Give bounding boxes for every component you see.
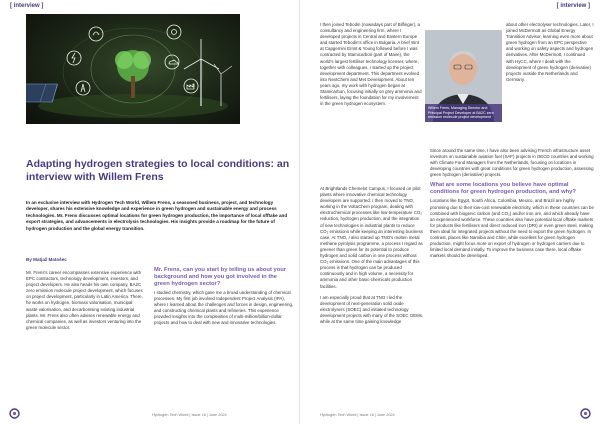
section-tag-right: [ interview ]: [556, 3, 590, 9]
mcdermott-paragraph: about other electrolyser technologies. Later, I joined McDermott as Global Energy Transition Advisor, learning even more about green hydrogen from an EPC perspective and working on safety aspects and hydrogen derivatives. After McDermott, I continued with HyCC, where I dealt with the development of green hydrogen (derivative) projects outside the Netherlands and Germany.: [506, 22, 594, 82]
career-paragraph: I then joined Tebodin (nowadays part of Bilfinger), a consultancy and engineering firm, where I developed projects in Central and Eastern Europe and started Tebodin's office in Bulgaria. A brief stint at Capgemini Ernst & Young followed before I was contracted by Stamicarbon (part of Maire), the world's largest fertiliser technology licenser, where, together with colleagues, I started up the project development department. This department evolved into NextChem and Met Development. About ten years ago, my work with hydrogen began at Stamicarbon, focusing initially on grey ammonia and fertilisers, laying the foundation for my involvement in the green hydrogen ecosystem.: [320, 22, 422, 107]
column-3-bottom: [320, 186, 424, 325]
hero-illustration: [26, 14, 240, 124]
section-tag-left: [ interview ]: [10, 3, 44, 9]
footer-left: Hydrogen Tech World | Issue 16 | June 2024: [152, 413, 227, 417]
article-byline: By Matjaž Matošec: [26, 257, 67, 262]
column-4-top: [506, 22, 594, 83]
lightbulb-icon: [89, 27, 103, 41]
column-2: [154, 267, 294, 327]
wind-turbine-icon: [184, 39, 232, 106]
hero-image: [26, 14, 240, 124]
portrait-photo: [425, 30, 502, 122]
cloud-icon: [165, 55, 179, 69]
gear-icon: [167, 25, 181, 39]
answer-2: Locations like Egypt, South Africa, Colombia, Mexico, and Brazil are highly promising due to their low-cost renewable electricity, which in these countries can be combined with biogenic carbon (and CO₂) and/or iron ore, and which already have an experienced workforce. These countries also have potential local offtake markets for products like fertilisers and direct reduced iron (DRI) or even green steel, making them ideal for integrated projects without the need to export the green hydrogen. In contrast, places like Namibia and Chile, while excellent for green hydrogen production, might focus more on export of hydrogen or hydrogen carriers due to limited local demand initially. To improve the business case there, local offtake markets should be developed.: [430, 198, 594, 259]
publisher-logo-icon: [580, 408, 591, 419]
tno-paragraph: At Brightlands Chemelot Campus, I focused on pilot plants where innovative chemical technology developers are supported. I then moved to TNO, working in the VoltaChem program, dealing with electrochemical processes like low-temperature CO₂ reduction, hydrogen production, and the integration of new technologies in industrial plants to reduce CO₂ emissions while keeping an interesting business case. At TNO, I also started up TNO's molten metal methane pyrolysis programme, a process I regard as greener than green for its potential to produce hydrogen and solid carbon in one process without CO₂ emissions. One of the main advantages of this process is that hydrogen can be produced continuously and in high volume, a necessity for ammonia and other basic-chemicals production facilities.: [320, 186, 423, 289]
footer-right: Hydrogen Tech World | Issue 16 | June 2024: [320, 413, 395, 417]
right-page: [300, 0, 600, 424]
factory-icon: [184, 79, 198, 93]
photo-caption: Willem Frens, Managing Director and Principal Project Developer at BA2C zero emission molecule project development: [425, 104, 502, 122]
soec-paragraph: I am especially proud that at TNO I led the development of next-generation solid oxide electrolysers (SOEC) and initiated technology development projects with many of the SOEC OEMs, while at the same time gaining knowledge: [320, 294, 424, 324]
green-tree-icon: [115, 50, 151, 98]
tower-icon: [76, 81, 90, 95]
publisher-logo-icon: [9, 408, 20, 419]
lightning-icon: [67, 51, 81, 65]
article-lead: In an exclusive interview with Hydrogen Tech World, Willem Frens, a seasoned business, project, and technology developer, shares his extensive knowledge and experience in green hydrogen and sustainable energy and process technologies. Mr. Frens discusses optimal locations for green hydrogen production, the importance of local offtake and export strategies, and advancements in electrolysis technologies. His insights provide a roadmap for the future of hydrogen production and the global energy transition.: [26, 200, 288, 231]
column-3-top: [320, 22, 422, 107]
question-2: What are some locations you believe have optimal conditions for green hydrogen production, and why?: [430, 182, 576, 196]
advisory-paragraph: Since around the same time, I have also been advising French infrastructure asset investors on sustainable aviation fuel (SAF) projects in OECD countries and working with Climate Fund Managers from the Netherlands, focusing on locations in developing countries with great conditions for green hydrogen production, assessing green hydrogen (derivative) projects.: [430, 148, 594, 178]
question-1: Mr. Frens, can you start by telling us about your background and how you got involved in the green hydrogen sector?: [154, 267, 287, 287]
column-4-bottom: [430, 148, 594, 259]
article-title: Adapting hydrogen strategies to local conditions: an interview with Willem Frens: [26, 158, 290, 183]
solar-panel-icon: [26, 84, 58, 102]
column-1: [26, 270, 144, 331]
answer-1: I studied chemistry, which gave me a broad understanding of chemical processes. My first job involved Independent Project Analysis (IPA), where I learned about the challenges and forces in design, engineering, and constructing chemical plants and refineries. This experience provided insights into the complexities of multi-million/billion-dollar projects and how to deal with new and innovative technologies.: [154, 290, 294, 326]
intro-paragraph: Mr. Frens's career encompasses extensive experience with EPC contractors, technology development, investors, and project developers. He also heads his own company, BA2C zero emission molecule project development, which focuses on project development, particularly in Latin America. There, he works on hydrogen, biomass valorisation, municipal waste valorisation, and decarbonising existing industrial plants. Mr. Frens also often advises renewable energy and chemical companies, as well as investors venturing into the green molecule sector.: [26, 270, 143, 330]
